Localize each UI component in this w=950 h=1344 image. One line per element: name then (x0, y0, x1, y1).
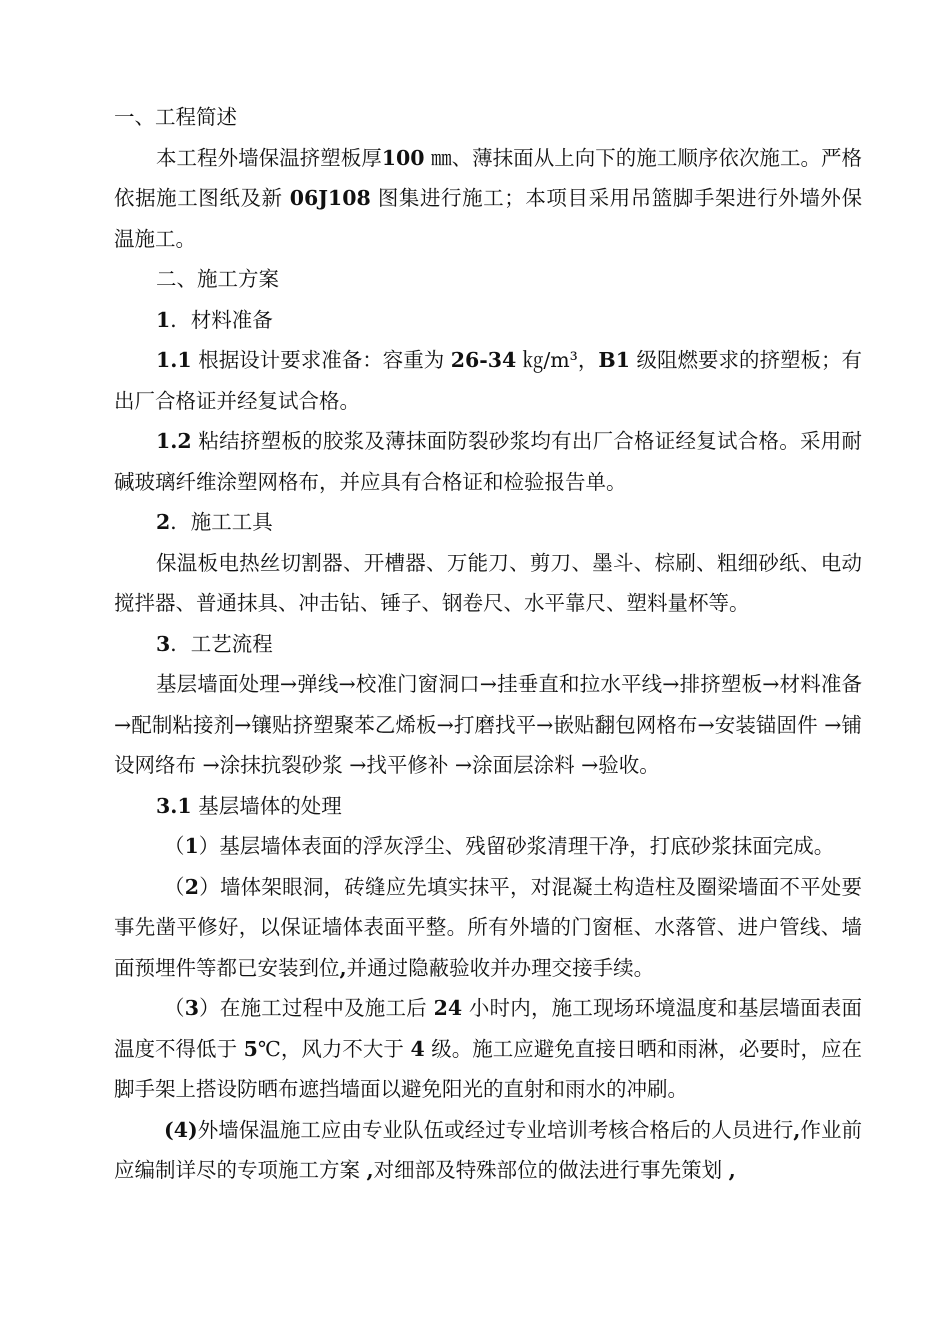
paragraph-item-1 (114, 826, 862, 867)
subheading-text: ．材料准备 (170, 307, 273, 332)
item-number: 3.1 (156, 793, 192, 818)
item-number: 1.2 (156, 429, 192, 453)
paragraph-1-1 (114, 340, 862, 421)
text-run: 并通过隐蔽验收并办理交接手续。 (346, 955, 655, 980)
hours-value: 24 (433, 996, 463, 1020)
item-number: 1 (184, 834, 199, 858)
text-run: 根据设计要求准备：容重为 (191, 348, 451, 372)
paragraph-item-4 (114, 1110, 862, 1191)
text-run: （ (164, 996, 185, 1020)
subheading-text: ．施工工具 (170, 510, 273, 534)
text-run: 小时内，施工现场环境温度和基层墙面表面温度不得低于 (114, 996, 862, 1061)
document-body (114, 97, 862, 1191)
comma: , (366, 1158, 374, 1182)
text-run: ㎜、薄抹面从上向下的施工顺序依次施工。严格依据施工图纸及新 (114, 145, 863, 210)
atlas-code: 06J108 (289, 186, 371, 210)
text-run: 级。施工应避免直接日晒和雨淋，必要时，应在脚手架上搭设防晒布遮挡墙面以避免阳光的直射和雨水的冲刷。 (114, 1036, 862, 1101)
comma: , (793, 1117, 801, 1142)
subheading-number: 3 (156, 631, 171, 656)
paragraph-overview (114, 138, 862, 260)
text-run: 外墙保温施工应由专业队伍或经过专业培训考核合格后的人员进行 (197, 1117, 794, 1142)
paragraph-item-2 (114, 867, 862, 989)
item-number: 1.1 (156, 348, 192, 372)
text-run: 粘结挤塑板的胶浆及薄抹面防裂砂浆均有出厂合格证经复试合格。采用耐碱玻璃纤维涂塑网格布，并应具有合格证和检验报告单。 (114, 429, 862, 494)
text-run: 基层墙面处理→弹线→校准门窗洞口→挂垂直和拉水平线→排挤塑板→材料准备→配制粘接剂→镶贴挤塑聚苯乙烯板→打磨找平→嵌贴翻包网格布→安装锚固件 →铺设网络布 →涂抹抗裂砂浆 →找平修补 →涂面层涂料 →验收。 (114, 672, 862, 777)
paragraph-1-2 (114, 421, 862, 502)
subheading-3-1 (114, 786, 862, 827)
section-heading-plan (114, 259, 862, 300)
item-number: 2 (184, 874, 199, 899)
comma: , (339, 955, 347, 980)
subheading-number: 2 (156, 510, 171, 534)
section-heading-overview (114, 97, 862, 138)
text-run: ℃，风力不大于 (257, 1036, 411, 1061)
thickness-value: 100 (381, 145, 425, 170)
paragraph-process-flow (114, 664, 862, 786)
text-run: 本工程外墙保温挤塑板厚 (156, 145, 382, 170)
text-run: 对细部及特殊部位的做法进行事先策划 (373, 1158, 729, 1182)
heading-text: 二、施工方案 (156, 267, 279, 291)
item-number: 3 (184, 996, 199, 1020)
text-run: 级阻燃要求的挤塑板；有出厂合格证并经复试合格。 (114, 348, 863, 413)
text-run: ㎏/m³， (516, 348, 599, 372)
subheading-materials (114, 300, 862, 341)
subheading-tools (114, 502, 862, 543)
wind-level-value: 4 (410, 1036, 425, 1061)
text-run: ）基层墙体表面的浮灰浮尘、残留砂浆清理干净，打底砂浆抹面完成。 (198, 834, 835, 858)
paragraph-item-3 (114, 988, 862, 1110)
fire-grade: B1 (598, 348, 630, 372)
heading-text: 一、工程简述 (114, 105, 237, 129)
text-run: （ (164, 874, 185, 899)
text-run: （ (164, 834, 185, 858)
comma: , (728, 1158, 736, 1182)
paragraph-tools-list (114, 543, 862, 624)
text-run: 图集进行施工；本项目采用吊篮脚手架进行外墙外保温施工。 (114, 186, 862, 251)
subheading-number: 1 (156, 307, 171, 332)
text-run: 保温板电热丝切割器、开槽器、万能刀、剪刀、墨斗、棕刷、粗细砂纸、电动搅拌器、普通抹具、冲击钻、锤子、钢卷尺、水平靠尺、塑料量杯等。 (114, 550, 862, 615)
text-run: ）在施工过程中及施工后 (198, 996, 434, 1020)
subheading-process (114, 624, 862, 665)
text-run: 作业前应编制详尽的专项施工方案 (114, 1117, 862, 1182)
density-value: 26-34 (450, 348, 517, 372)
text-run: ）墙体架眼洞，砖缝应先填实抹平，对混凝土构造柱及圈梁墙面不平处要事先凿平修好，以保证墙体表面平整。所有外墙的门窗框、水落管、进户管线、墙面预埋件等都已安装到位 (114, 874, 863, 980)
temperature-value: 5 (243, 1036, 258, 1061)
item-number: (4) (164, 1117, 198, 1142)
subheading-text: ．工艺流程 (170, 631, 273, 656)
subheading-text: 基层墙体的处理 (191, 793, 342, 818)
